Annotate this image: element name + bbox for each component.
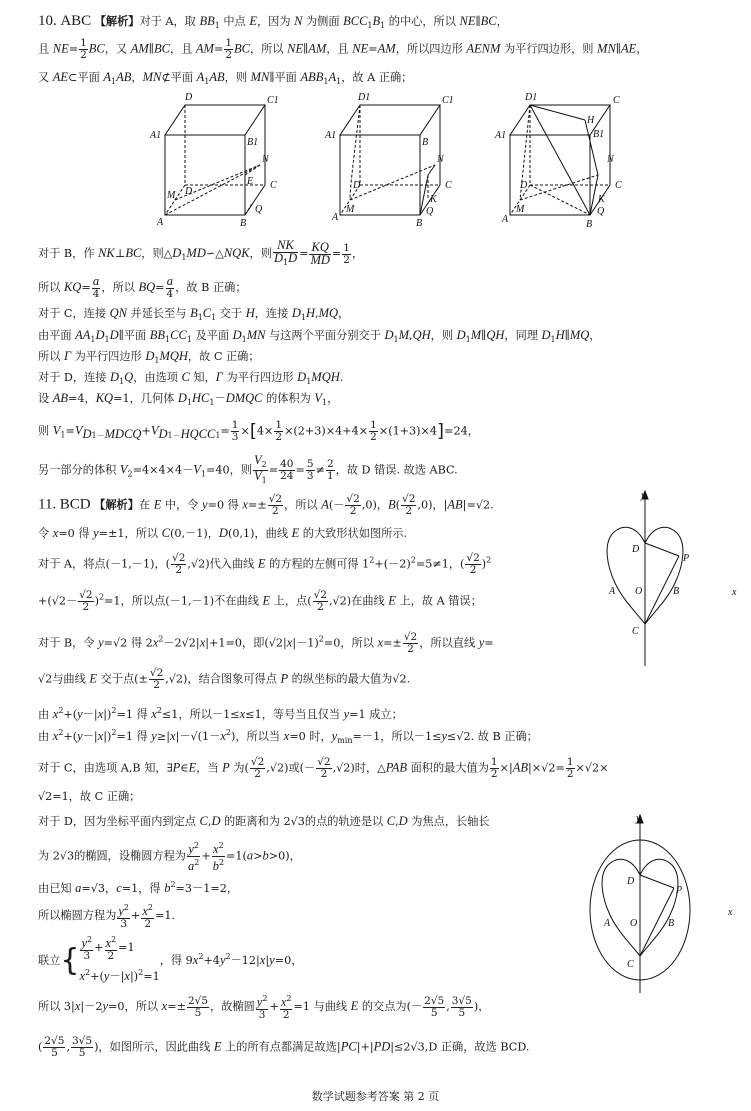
q10-line-3: 又 AE⊂平面 $A_1AB$，MN⊄平面 $A_1AB$，则 MN∥平面 $ABB_1A_1$，故 A 正确；	[38, 70, 413, 86]
q10-line-8: 所以 Γ 为平行四边形 $D_1MQH$，故 C 正确；	[38, 349, 260, 365]
fig1-label: A	[157, 217, 164, 228]
fig3-label: K	[598, 194, 605, 205]
q11-graph-2	[580, 815, 740, 995]
q10-line-9: 对于 D，连接 $D_1Q$，由选项 C 知，Γ 为平行四边形 $D_1MQH$.	[38, 370, 344, 386]
fig1-label: B1	[247, 137, 259, 148]
q10-line-6: 对于 C，连接 QN 并延长至与 $B_1C_1$ 交于 H，连接 $D_1H,MQ$，	[38, 306, 350, 322]
fig2-label: A1	[325, 130, 337, 141]
fig2-label: D1	[358, 92, 371, 103]
q10-line-4: 对于 B，作 NK⊥BC，则$\triangle D_1MD∽\triangle NQK$，则 $\frac{NK}{D_1D}$ = $\frac{KQ}{MD}$ = $\frac{1}{2}$ ，	[38, 238, 364, 267]
graph2-label: O	[630, 918, 638, 929]
q10-line-2: 且 NE= $\frac{1}{2}$ BC，又 AM∥BC，且 AM= $\frac{1}{2}$ BC，所以 NE∥AM，且 NE=AM，所以四边形 AENM 为平行四边形，则 MN∥AE，	[38, 37, 648, 61]
q11-line-2: 令 x=0 得 y=±1，所以 C(0,－1)，D(0,1)，曲线 E 的大致形状如图所示.	[38, 526, 408, 540]
graph1-label: O	[635, 586, 643, 597]
q11-line-5: 对于 B，令 y=√2 得 $2x^2-2√2|x|+1=0$，即$(√2|x|-1)^2=0$，所以 x=± $\frac{√2}{2}$ ，所以直线 y=	[38, 631, 494, 655]
q10-line-12: 另一部分的体积 $V_2=4\times 4\times 4-V_1=40$，则 $\frac{V_2}{V_1}$ = $\frac{40}{24}$ = $\frac{5}{3}$ ≠ $\frac{2}{1}$ ，故 D 错误. 故选 ABC.	[38, 453, 458, 485]
fig1-label: E	[247, 176, 254, 187]
graph1-label: y	[641, 490, 646, 501]
fig2-label: K	[430, 194, 437, 205]
q11-line-17: ( $\frac{2√5}{5}$ , $\frac{3√5}{5}$ )，如图所示，因此曲线 E 上的所有点都满足故选|PC|+|PD|≤2√3,D 正确，故选 BCD.	[38, 1035, 530, 1059]
fig2-label: D	[353, 180, 361, 191]
fig2-label: B	[416, 218, 423, 229]
fig3-label: B1	[593, 129, 605, 140]
fig3-label: M	[516, 204, 525, 215]
q10-line-5: 所以 KQ= $\frac{a}{4}$ ，所以 BQ= $\frac{a}{4}$ ，故 B 正确；	[38, 274, 247, 300]
q10-figure-3	[490, 90, 640, 230]
graph1-label: x	[732, 587, 737, 598]
q11-line-7: 由 $x^2+(y-|x|)^2=1$ 得 $x^2\le 1$，所以－1≤x≤1，等号当且仅当 y=1 成立；	[38, 706, 403, 721]
fig3-label: A1	[495, 130, 507, 141]
q11-line-6: √2与曲线 E 交于点(± $\frac{√2}{2}$ ,√2)，结合图象可得点 P 的纵坐标的最大值为√2.	[38, 667, 411, 691]
q10-number: 10.	[38, 13, 57, 29]
q11-line-4: +(√2－ $\frac{√2}{2}$ )$^2$=1，所以点(－1,－1)不在曲线 E 上，点( $\frac{√2}{2}$ ,√2)在曲线 E 上，故 A 错误；	[38, 589, 482, 613]
fig3-label: C	[613, 95, 620, 106]
q11-line-12: 为 2√3的椭圆，设椭圆方程为 $\frac{y^2}{a^2}$ + $\frac{x^2}{b^2}$ =1(a>b>0)，	[38, 841, 301, 873]
graph1-label: P	[683, 553, 690, 564]
graph2-label: B	[668, 918, 675, 929]
q10-analysis-tag: 【解析】	[94, 14, 140, 28]
q10-line-7: 由平面 $AA_1D_1D\parallel$平面 $BB_1CC_1$ 及平面 $D_1MN$ 与这两个平面分别交于 $D_1M,QH$，则 $D_1M\parallel QH$，同理 $D_1H\parallel MQ$，	[38, 328, 601, 344]
fig3-label: C	[615, 180, 622, 191]
graph1-label: A	[609, 586, 616, 597]
fig1-label: A1	[150, 130, 162, 141]
graph2-label: D	[627, 876, 635, 887]
q11-line-3: 对于 A，将点(－1,－1)，( $\frac{√2}{2}$ ,√2)代入曲线 E 的方程的左侧可得 $1^2+(-2)^2=5\ne 1$，( $\frac{√2}{2}$ )$^2$	[38, 552, 492, 576]
q10-line-1: 10. ABC 【解析】对于 A，取 $BB_1$ 中点 E，因为 N 为侧面 $BCC_1B_1$ 的中心，所以 NE∥BC，	[38, 13, 508, 30]
fig1-label: D	[185, 186, 193, 197]
q11-line-1: 11. BCD 【解析】在 E 中，令 y=0 得 x=± $\frac{√2}{2}$ ，所以 A(－ $\frac{√2}{2}$ ,0)，B( $\frac{√2}{2}$ ,0)，|AB|=√2.	[38, 493, 494, 517]
fig2-label: B	[422, 137, 429, 148]
graph2-label: C	[627, 959, 634, 970]
fig2-label: C	[445, 180, 452, 191]
fig3-label: D	[520, 180, 528, 191]
q10-line-11: 则 $V_1=V_{D1-MDCQ}+V_{D1-HQCC1}=$ $\frac{1}{3}$ ×[4× $\frac{1}{2}$ ×(2+3)×4+4× $\frac{1}{2}$ ×(1+3)×4]=24，	[38, 419, 479, 443]
fig2-label: Q	[426, 206, 434, 217]
q10-line-10: 设 AB=4，KQ=1，几何体 $D_1HC_1-DMQC$ 的体积为 $V_1$，	[38, 391, 339, 407]
q11-answer: BCD	[59, 496, 91, 513]
q11-line-11: 对于 D，因为坐标平面内到定点 C,D 的距离和为 2√3的点的轨迹是以 C,D 为焦点，长轴长	[38, 814, 490, 828]
fig1-label: C	[270, 180, 277, 191]
graph1-label: C	[632, 626, 639, 637]
fig1-label: B	[240, 218, 247, 229]
fig1-label: M	[167, 190, 176, 201]
graph2-label: y	[636, 813, 641, 824]
fig1-label: N	[262, 154, 269, 165]
q10-figure-1	[145, 90, 295, 230]
q11-line-10: √2=1，故 C 正确；	[38, 790, 141, 803]
q11-line-16: 所以 3|x|－2y=0，所以 x=± $\frac{2√5}{5}$ ，故椭圆 $\frac{y^2}{3}$ + $\frac{x^2}{2}$ =1 与曲线 E 的交点为(－ $\frac{2√5}{5}$ , $\frac{3√5}{5}$ )，	[38, 994, 490, 1021]
fig2-label: N	[437, 154, 444, 165]
graph2-label: x	[728, 907, 733, 918]
q11-line-8: 由 $x^2+(y-|x|)^2=1$ 得 $y\ge|x|-√(1-x^2)$，所以当 x=0 时，$y_{min}=-1$，所以－1≤y≤√2. 故 B 正确；	[38, 728, 538, 745]
q10-answer: ABC	[60, 13, 92, 29]
fig1-label: D	[185, 92, 193, 103]
graph2-label: P	[676, 885, 683, 896]
fig2-label: C1	[442, 95, 454, 106]
q11-analysis-tag: 【解析】	[94, 497, 139, 512]
fig3-label: A	[502, 214, 509, 225]
graph1-label: D	[632, 544, 640, 555]
fig3-label: Q	[597, 206, 605, 217]
q11-number: 11.	[38, 496, 57, 513]
graph1-label: B	[673, 586, 680, 597]
fig2-label: A	[332, 212, 339, 223]
fig1-label: Q	[255, 204, 263, 215]
q11-line-14: 所以椭圆方程为 $\frac{y^2}{3}$ + $\frac{x^2}{2}$ =1.	[38, 903, 176, 930]
page-footer: 数学试题参考答案 第 2 页	[311, 1090, 440, 1103]
fig3-label: H	[587, 115, 595, 126]
fig2-label: M	[346, 204, 355, 215]
fig3-label: N	[607, 154, 614, 165]
q11-line-9: 对于 C，由选项 A,B 知，∃P∈E，当 P 为( $\frac{√2}{2}$ ,√2)或(－ $\frac{√2}{2}$ ,√2)时，△PAB 面积的最大值为 $\frac{1}{2}$ ×|AB|×√2= $\frac{1}{2}$ ×√2×	[38, 756, 609, 780]
fig3-label: D1	[525, 92, 538, 103]
q11-line-15: 联立{ $\frac{y^2}{3}$ + $\frac{x^2}{2}$ =1 $x^2+(y-|x|)^2=1$，得 $9x^2+4y^2-12|x|y=0$，	[38, 935, 303, 983]
graph2-label: A	[604, 918, 611, 929]
q10-figure-2	[320, 90, 470, 230]
fig3-label: B	[586, 219, 593, 230]
q11-graph-1	[595, 488, 745, 668]
fig1-label: C1	[267, 95, 279, 106]
q11-line-13: 由已知 a=√3，c=1，得 $b^2=3-1=2$，	[38, 880, 239, 895]
